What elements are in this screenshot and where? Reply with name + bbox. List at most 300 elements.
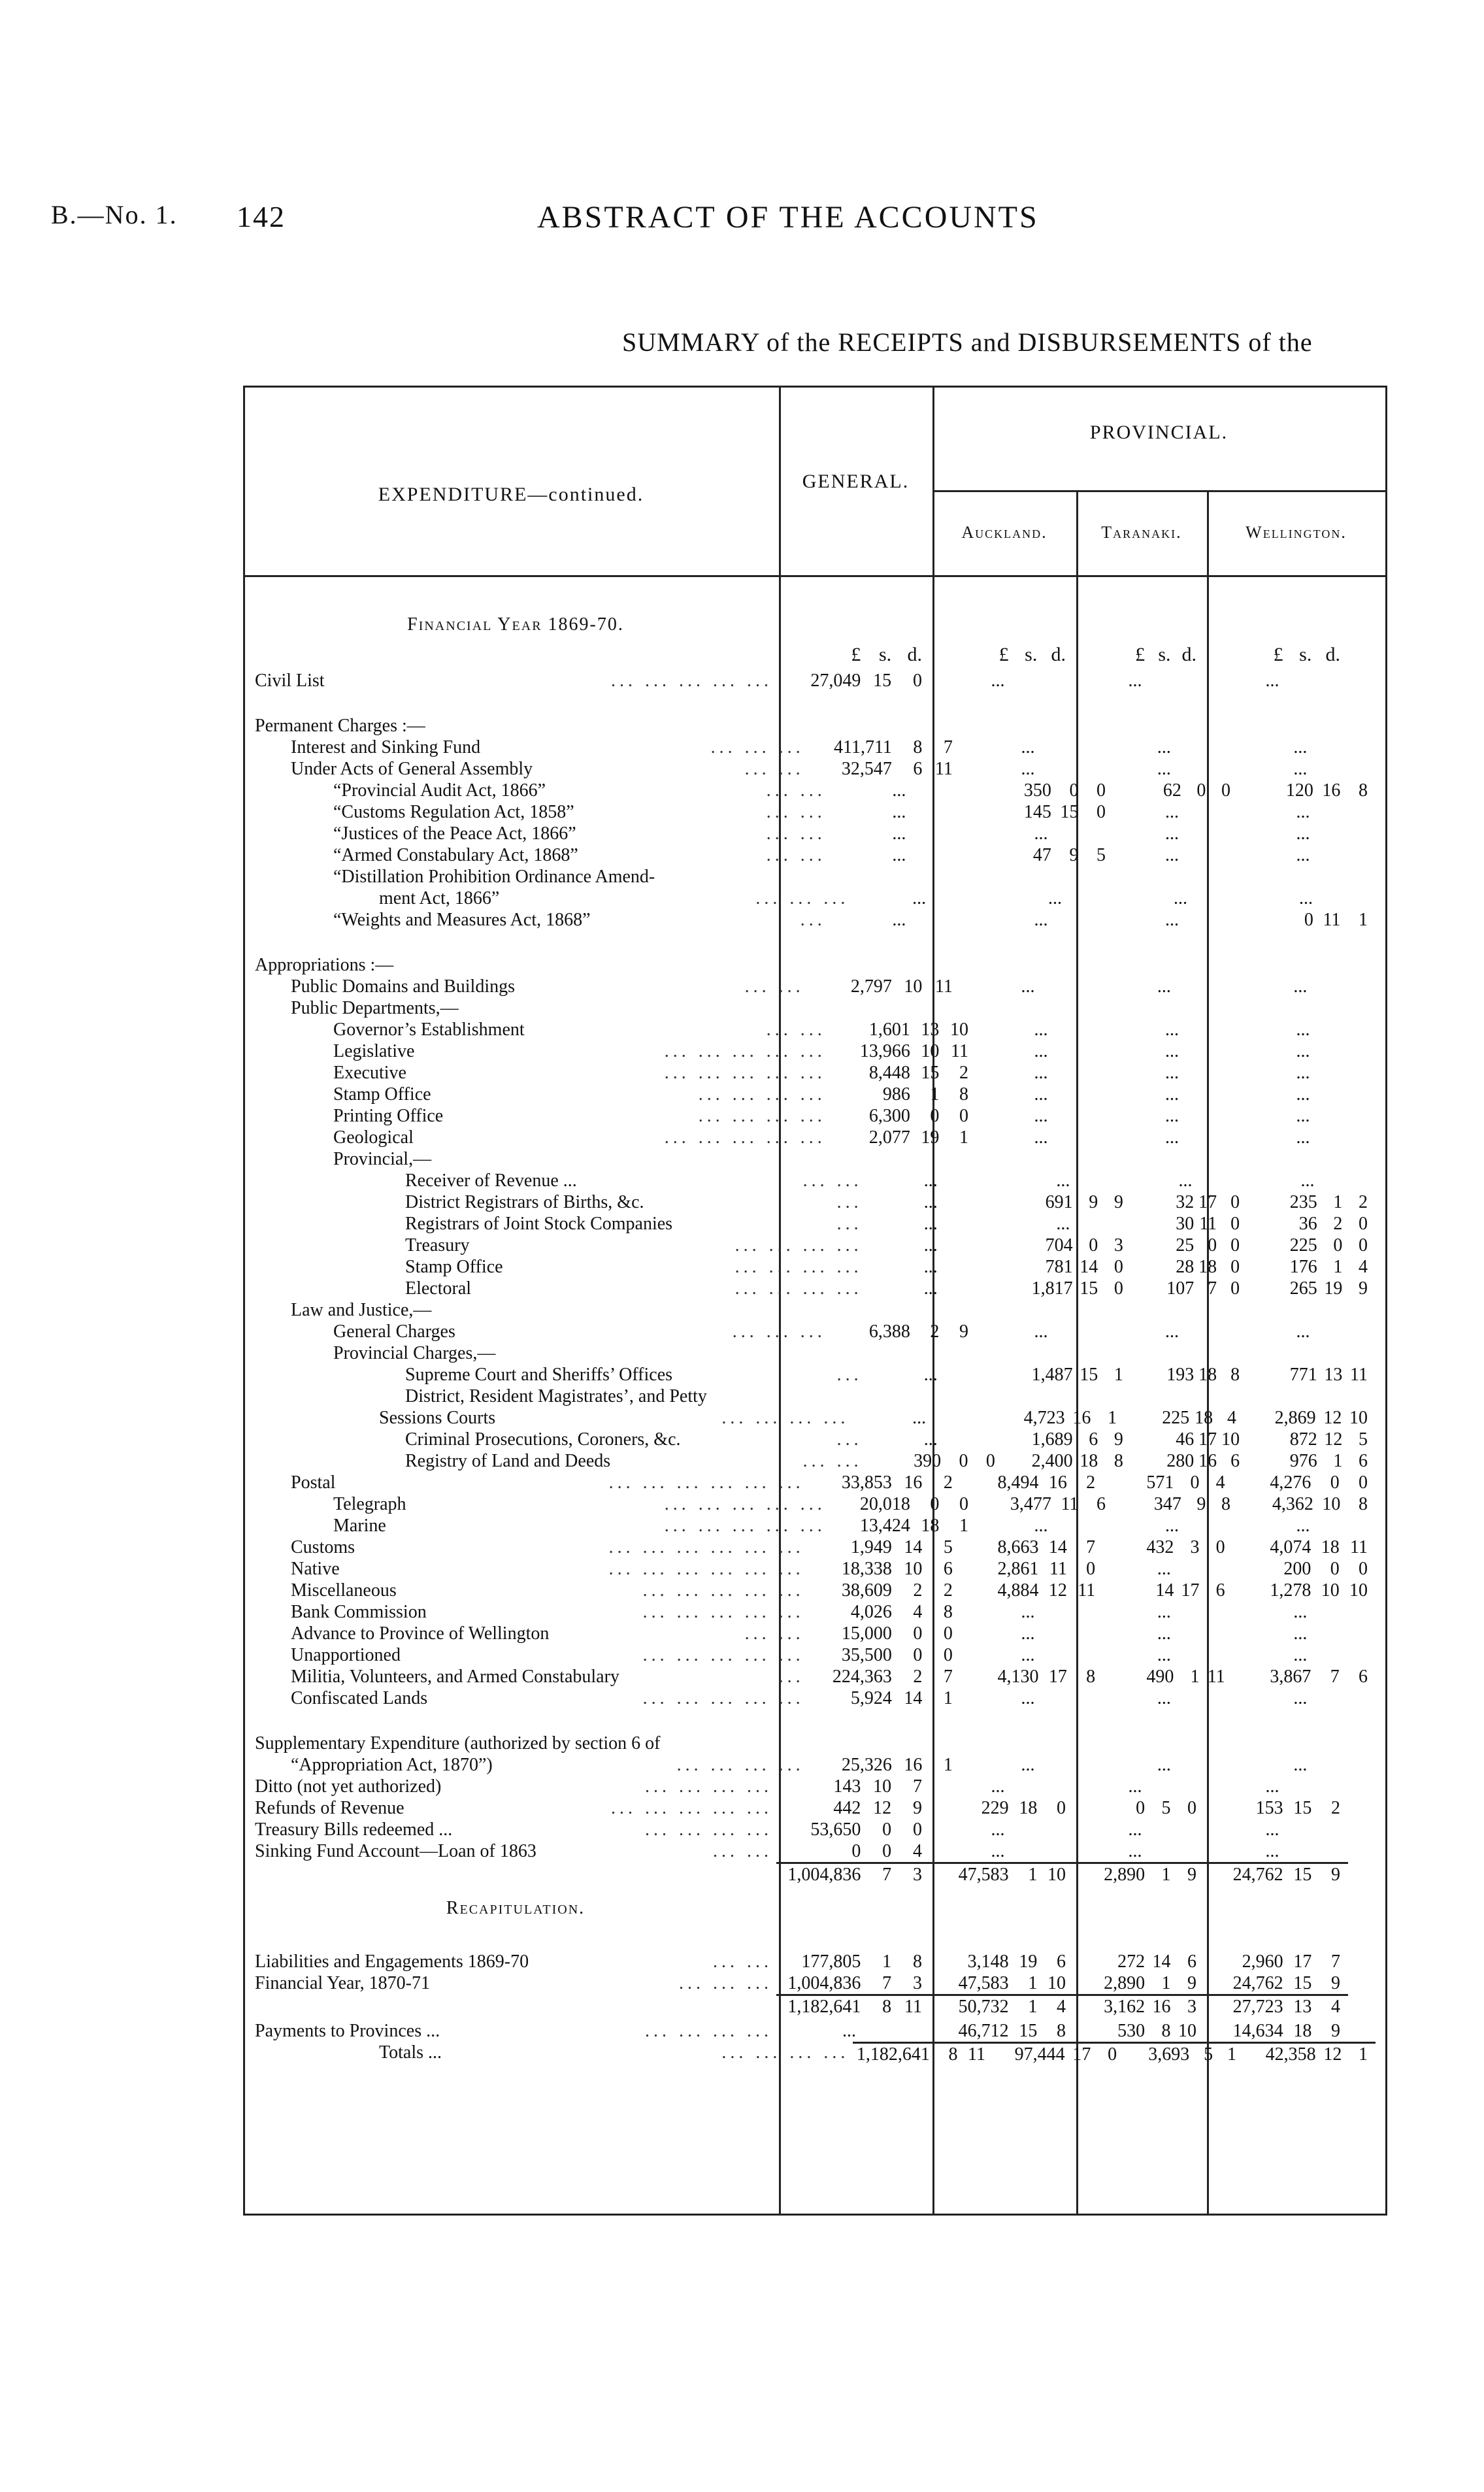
empty-marker: ... — [1165, 1063, 1179, 1083]
amount-cell — [930, 1819, 1074, 1840]
row-label-text: Unapportioned — [291, 1645, 401, 1665]
row-label-text: Interest and Sinking Fund — [291, 737, 481, 757]
row-label-text: District, Resident Magistrates’, and Petty — [405, 1386, 707, 1406]
amount-cell — [1003, 1429, 1131, 1450]
empty-marker: ... — [1296, 1321, 1310, 1342]
empty-marker: ... — [1165, 1084, 1179, 1105]
amount-cell — [866, 1429, 1003, 1450]
table-row — [255, 1840, 1376, 1862]
row-label-text: Provincial,— — [333, 1149, 432, 1169]
amount-cell — [1113, 844, 1238, 866]
amount-cell — [1233, 1623, 1376, 1644]
row-label — [255, 1040, 830, 1062]
pence-value: 11 — [951, 1041, 968, 1061]
amount-cell — [930, 670, 1074, 691]
pounds-value: 97,444 — [1014, 2044, 1065, 2065]
shillings-value: 14 — [1152, 1952, 1171, 1972]
amount-cell — [1103, 1666, 1233, 1687]
amount-cell — [776, 670, 930, 691]
empty-marker: ... — [1165, 1020, 1179, 1040]
row-label-text: Treasury — [405, 1235, 470, 1255]
row-label-text: Public Domains and Buildings — [291, 976, 515, 997]
pence-value: 0 — [1230, 1257, 1240, 1277]
table-row — [255, 1972, 1376, 1994]
row-label — [255, 1256, 866, 1278]
pence-value: 9 — [1331, 2021, 1340, 2041]
pence-value: 0 — [1215, 1537, 1225, 1557]
pence-value: 10 — [1178, 2021, 1196, 2041]
row-label-text: Recapitulation. — [446, 1897, 585, 1918]
pounds-value: 2,869 — [1274, 1408, 1316, 1428]
amount-cell — [830, 1105, 976, 1127]
amount-cell — [1247, 1364, 1376, 1386]
pence-value: 5 — [1097, 845, 1106, 865]
shillings-value: 16 — [1152, 1997, 1171, 2017]
shillings-value: 16 — [1048, 1472, 1067, 1493]
amount-cell — [976, 1515, 1113, 1537]
shillings-value: 8 — [1161, 2021, 1171, 2041]
pence-value: 9 — [1187, 1865, 1196, 1885]
row-label — [255, 1972, 776, 1994]
row-label — [255, 2042, 853, 2063]
row-label-text: Totals ... — [379, 2042, 442, 2063]
pence-value: d. — [1181, 644, 1196, 665]
row-label — [255, 1105, 830, 1127]
shillings-value: 15 — [1080, 1365, 1098, 1385]
shillings-value: 0 — [1069, 780, 1079, 801]
shillings-value: 13 — [1324, 1365, 1343, 1385]
pence-value: 10 — [1047, 1973, 1066, 1993]
amount-cell — [808, 1472, 961, 1493]
shillings-value: 0 — [1333, 1235, 1343, 1255]
pounds-value: 490 — [1146, 1667, 1174, 1687]
empty-marker: ... — [1021, 1602, 1035, 1622]
pence-value: 8 — [1359, 1494, 1368, 1514]
amount-cell — [961, 1558, 1103, 1580]
leader-dots: ... ... ... ... ... — [664, 1127, 826, 1148]
row-label — [255, 1472, 808, 1493]
pence-value: 3 — [913, 1865, 922, 1885]
pence-value: 10 — [1349, 1580, 1368, 1601]
amount-cell — [1238, 823, 1376, 844]
shillings-value: 15 — [1293, 1865, 1312, 1885]
amount-cell — [930, 2020, 1074, 2042]
pounds-value: 14,634 — [1232, 2021, 1283, 2041]
leader-dots: ... ... ... ... — [721, 2042, 849, 2063]
pounds-value: 2,077 — [868, 1127, 910, 1148]
section-heading-row — [255, 605, 1376, 644]
amount-cell — [1103, 1601, 1233, 1623]
amount-cell — [961, 1754, 1103, 1776]
page-title: ABSTRACT OF THE ACCOUNTS — [537, 200, 1039, 235]
amount-cell — [1247, 1213, 1376, 1235]
empty-marker: ... — [1293, 1645, 1308, 1665]
pence-value: 3 — [913, 1973, 922, 1993]
amount-cell — [1103, 1472, 1233, 1493]
shillings-value: 1 — [1028, 1997, 1038, 2017]
pence-value: 2 — [1359, 1192, 1368, 1212]
shillings-value: 8 — [913, 737, 923, 757]
empty-marker: ... — [1128, 671, 1142, 691]
pence-value: 6 — [1057, 1952, 1066, 1972]
amount-cell — [1003, 1213, 1131, 1235]
pence-value: 8 — [913, 1952, 922, 1972]
row-label — [255, 1364, 866, 1386]
amount-cell — [1074, 1972, 1204, 1994]
amount-cell — [1103, 1623, 1233, 1644]
row-label — [255, 1687, 808, 1709]
document-series: B.—No. 1. — [51, 200, 178, 229]
table-row — [255, 1019, 1376, 1040]
amount-cell — [776, 1776, 930, 1797]
shillings-value: 5 — [1204, 2044, 1213, 2065]
amount-cell — [808, 1666, 961, 1687]
shillings-value: 11 — [1199, 1214, 1217, 1234]
table-row — [255, 931, 1376, 954]
row-label-text: “Appropriation Act, 1870”) — [291, 1755, 493, 1775]
empty-marker: ... — [1165, 823, 1179, 844]
amount-cell — [1204, 670, 1348, 691]
shillings-value: 0 — [913, 1623, 923, 1644]
leader-dots: ... ... ... ... ... — [664, 1063, 826, 1083]
pounds-value: 272 — [1117, 1952, 1146, 1972]
row-label-text: Native — [291, 1559, 340, 1579]
amount-cell — [1238, 1321, 1376, 1342]
table-row — [255, 823, 1376, 844]
amount-cell — [1233, 1754, 1376, 1776]
pence-value: 11 — [1207, 1667, 1225, 1687]
amount-cell — [961, 758, 1103, 780]
leader-dots: ... ... ... ... ... ... — [608, 1537, 804, 1557]
pence-value: 7 — [913, 1776, 922, 1797]
empty-marker: ... — [1296, 1020, 1310, 1040]
amount-cell — [976, 1040, 1113, 1062]
table-row — [255, 888, 1376, 909]
amount-cell — [853, 2042, 993, 2065]
pence-value: 6 — [1187, 1952, 1196, 1972]
shillings-value: 1 — [1161, 1865, 1171, 1885]
amount-cell — [1204, 1797, 1348, 1819]
pence-value: 6 — [1230, 1451, 1240, 1471]
amount-cell — [1233, 1472, 1376, 1493]
pence-value: 0 — [1097, 802, 1106, 822]
empty-marker: ... — [1296, 1084, 1310, 1105]
table-row — [255, 1278, 1376, 1299]
table-row — [255, 1927, 1376, 1951]
row-label — [255, 1754, 808, 1776]
row-label — [255, 1429, 866, 1450]
table-row — [255, 1776, 1376, 1797]
shillings-value: s. — [1299, 644, 1312, 665]
amount-cell — [961, 976, 1103, 997]
shillings-value: 7 — [1208, 1278, 1217, 1299]
pounds-value: 1,689 — [1031, 1429, 1073, 1450]
empty-marker: ... — [1034, 1063, 1048, 1083]
empty-marker: ... — [1296, 845, 1310, 865]
empty-marker: ... — [892, 910, 906, 930]
pounds-value: 42,358 — [1265, 2044, 1316, 2065]
empty-marker: ... — [1056, 1171, 1070, 1191]
pence-value: 4 — [1057, 1997, 1066, 2017]
pence-value: 0 — [1230, 1278, 1240, 1299]
taranaki-column-header: Taranaki. — [1101, 523, 1182, 542]
amount-cell — [1131, 1191, 1247, 1213]
empty-marker: ... — [1048, 888, 1063, 908]
shillings-value: 10 — [1321, 1580, 1340, 1601]
shillings-value: 10 — [1322, 1494, 1341, 1514]
amount-cell — [1103, 1558, 1233, 1580]
table-row — [255, 1235, 1376, 1256]
amount-cell — [1074, 1994, 1204, 2018]
leader-dots: ... ... — [744, 976, 804, 997]
pence-value: 0 — [1097, 780, 1106, 801]
empty-marker: ... — [991, 671, 1005, 691]
shillings-value: 10 — [904, 976, 923, 997]
empty-marker: ... — [892, 780, 906, 801]
shillings-value: 1 — [1333, 1192, 1343, 1212]
pence-value: 7 — [1331, 1952, 1340, 1972]
pence-value: 0 — [985, 1451, 995, 1471]
row-label-text: Financial Year, 1870-71 — [255, 1973, 430, 1993]
shillings-value: 15 — [1019, 2021, 1038, 2041]
row-label — [255, 1299, 808, 1321]
shillings-value: 1 — [1028, 1865, 1038, 1885]
table-row — [255, 1754, 1376, 1776]
amount-cell — [1233, 1558, 1376, 1580]
pence-value: 11 — [934, 976, 953, 997]
leader-dots: ... — [836, 1429, 863, 1450]
amount-cell — [830, 1084, 976, 1105]
empty-marker: ... — [1034, 1321, 1048, 1342]
shillings-value: 7 — [882, 1865, 892, 1885]
table-row — [255, 1862, 1376, 1888]
shillings-value: 1 — [1028, 1973, 1038, 1993]
row-label — [255, 1580, 808, 1601]
leader-dots: ... ... ... ... — [698, 1084, 826, 1105]
auckland-column-header: Auckland. — [961, 523, 1047, 542]
pence-value: 8 — [1221, 1494, 1230, 1514]
pence-value: 1 — [959, 1127, 968, 1148]
pounds-value: 143 — [833, 1776, 861, 1797]
row-label — [255, 1666, 808, 1687]
table-row — [255, 1342, 1376, 1364]
shillings-value: 3 — [1190, 1537, 1200, 1557]
pounds-value: 2,861 — [997, 1559, 1039, 1579]
empty-marker: ... — [1157, 1559, 1171, 1579]
empty-marker: ... — [1157, 1623, 1171, 1644]
pounds-value: 36 — [1298, 1214, 1317, 1234]
amount-cell — [1074, 1840, 1204, 1862]
shillings-value: 16 — [1072, 1408, 1091, 1428]
table-row — [255, 670, 1376, 691]
row-label-text: Refunds of Revenue — [255, 1798, 404, 1818]
row-label-text: Public Departments,— — [291, 998, 459, 1018]
row-label — [255, 909, 830, 931]
table-row — [255, 1429, 1376, 1450]
empty-marker: ... — [1298, 888, 1313, 908]
pence-value: 1 — [1359, 2044, 1368, 2065]
row-label-text: Supreme Court and Sheriffs’ Offices — [405, 1365, 673, 1385]
table-row — [255, 691, 1376, 715]
shillings-value: 1 — [1333, 1257, 1343, 1277]
shillings-value: 13 — [1293, 1997, 1312, 2017]
amount-cell — [930, 1951, 1074, 1972]
shillings-value: 19 — [921, 1127, 940, 1148]
amount-cell — [930, 1862, 1074, 1886]
row-label-text: Legislative — [333, 1041, 415, 1061]
table-row — [255, 1321, 1376, 1342]
table-row — [255, 801, 1376, 823]
empty-marker: ... — [1021, 1645, 1035, 1665]
summary-title: SUMMARY of the RECEIPTS and DISBURSEMENTS of the — [622, 327, 1313, 357]
pounds-value: 3,162 — [1104, 1997, 1146, 2017]
amount-cell — [1233, 1687, 1376, 1709]
empty-marker: ... — [1265, 671, 1279, 691]
amount-cell — [1238, 1493, 1376, 1515]
shillings-value: 15 — [1293, 1973, 1312, 1993]
amount-cell — [1238, 909, 1376, 931]
amount-cell — [1103, 1687, 1233, 1709]
row-label-text: ment Act, 1866” — [379, 888, 500, 908]
row-label-text: Supplementary Expenditure (authorized by section 6 of — [255, 1733, 661, 1753]
row-label-text: Appropriations :— — [255, 955, 394, 975]
empty-marker: ... — [923, 1171, 938, 1191]
leader-dots: ... ... ... ... — [645, 1776, 772, 1797]
row-label — [255, 1840, 776, 1862]
pounds-value: £ — [998, 644, 1009, 665]
shillings-value: 5 — [1161, 1798, 1171, 1818]
shillings-value: 18 — [1198, 1365, 1217, 1385]
amount-cell — [976, 1321, 1113, 1342]
table-row — [255, 1364, 1376, 1386]
pounds-value: 107 — [1166, 1278, 1195, 1299]
amount-cell — [776, 1972, 930, 1994]
shillings-value: 7 — [882, 1973, 892, 1993]
row-label-text: Ditto (not yet authorized) — [255, 1776, 442, 1797]
table-row — [255, 2020, 1376, 2042]
row-label-text: Postal — [291, 1472, 336, 1493]
shillings-value: 9 — [1196, 1494, 1206, 1514]
pounds-value: 4,130 — [997, 1667, 1039, 1687]
shillings-value: 1 — [882, 1952, 892, 1972]
amount-cell — [1074, 644, 1204, 665]
pence-value: 4 — [1215, 1472, 1225, 1493]
amount-cell — [1233, 1537, 1376, 1558]
pounds-value: 2,960 — [1242, 1952, 1283, 1972]
leader-dots: ... ... — [802, 1171, 863, 1191]
row-label — [255, 1084, 830, 1105]
table-row — [255, 1127, 1376, 1148]
table-row — [255, 1623, 1376, 1644]
table-row — [255, 976, 1376, 997]
amount-cell — [930, 1840, 1074, 1862]
amount-cell — [808, 1644, 961, 1666]
pounds-value: 145 — [1023, 802, 1051, 822]
amount-cell — [1247, 1429, 1376, 1450]
amount-cell — [993, 1407, 1125, 1429]
empty-marker: ... — [1021, 759, 1035, 779]
leader-dots: ... ... — [744, 759, 804, 779]
empty-marker: ... — [1034, 823, 1048, 844]
empty-marker: ... — [1157, 737, 1171, 757]
row-label — [255, 1897, 776, 1919]
amount-cell — [961, 1623, 1103, 1644]
section-heading-row — [255, 1888, 1376, 1927]
pounds-value: 14 — [1155, 1580, 1174, 1601]
amount-cell — [1131, 1235, 1247, 1256]
amount-cell — [930, 1797, 1074, 1819]
shillings-value: 19 — [1324, 1278, 1343, 1299]
pounds-value: 28 — [1176, 1257, 1195, 1277]
pence-value: 2 — [1086, 1472, 1096, 1493]
table-row — [255, 1450, 1376, 1472]
row-label — [255, 1127, 830, 1148]
shillings-value: 9 — [1069, 845, 1079, 865]
pence-value: 0 — [913, 1819, 922, 1840]
empty-marker: ... — [892, 802, 906, 822]
row-label-text: Electoral — [405, 1278, 472, 1299]
pounds-value: 53,650 — [810, 1819, 861, 1840]
shillings-value: 17 — [1198, 1429, 1217, 1450]
shillings-value: s. — [1158, 644, 1171, 665]
empty-marker: ... — [892, 845, 906, 865]
amount-cell — [830, 1493, 976, 1515]
row-label-text: Treasury Bills redeemed ... — [255, 1819, 453, 1840]
pounds-value: 46,712 — [958, 2021, 1009, 2041]
empty-marker: ... — [1296, 1041, 1310, 1061]
table-row — [255, 844, 1376, 866]
pounds-value: 1,182,641 — [787, 1997, 861, 2017]
table-row — [255, 1386, 1376, 1407]
pounds-value: 30 — [1176, 1214, 1195, 1234]
row-label — [255, 1148, 830, 1170]
amount-cell — [1238, 780, 1376, 801]
empty-marker: ... — [1174, 888, 1188, 908]
amount-cell — [1003, 1170, 1131, 1191]
amount-cell — [1074, 2020, 1204, 2042]
pence-value: 1 — [1108, 1408, 1117, 1428]
table-row — [255, 1666, 1376, 1687]
amount-cell — [1233, 1644, 1376, 1666]
amount-cell — [830, 801, 976, 823]
pence-value: 10 — [950, 1020, 968, 1040]
pounds-value: 25 — [1176, 1235, 1195, 1255]
leader-dots: ... ... — [766, 845, 826, 865]
wellington-column-header: Wellington. — [1245, 523, 1347, 542]
pounds-value: 2,890 — [1104, 1865, 1146, 1885]
pence-value: 0 — [1359, 1214, 1368, 1234]
row-label — [255, 801, 830, 823]
page-number: 142 — [237, 200, 286, 233]
row-label — [255, 737, 808, 758]
shillings-value: 0 — [959, 1451, 968, 1471]
amount-cell — [1238, 1019, 1376, 1040]
empty-marker: ... — [1293, 1602, 1308, 1622]
amount-cell — [1233, 758, 1376, 780]
pounds-value: 27,049 — [810, 671, 861, 691]
pounds-value: 2,797 — [850, 976, 892, 997]
amount-cell — [808, 1623, 961, 1644]
amount-cell — [1113, 1127, 1238, 1148]
empty-marker: ... — [1034, 910, 1048, 930]
shillings-value: 1 — [930, 1084, 940, 1105]
amount-cell — [808, 1754, 961, 1776]
pounds-value: 3,148 — [967, 1952, 1009, 1972]
pounds-value: 571 — [1146, 1472, 1174, 1493]
pounds-value: 120 — [1285, 780, 1313, 801]
empty-marker: ... — [1056, 1214, 1070, 1234]
table-row — [255, 997, 1376, 1019]
